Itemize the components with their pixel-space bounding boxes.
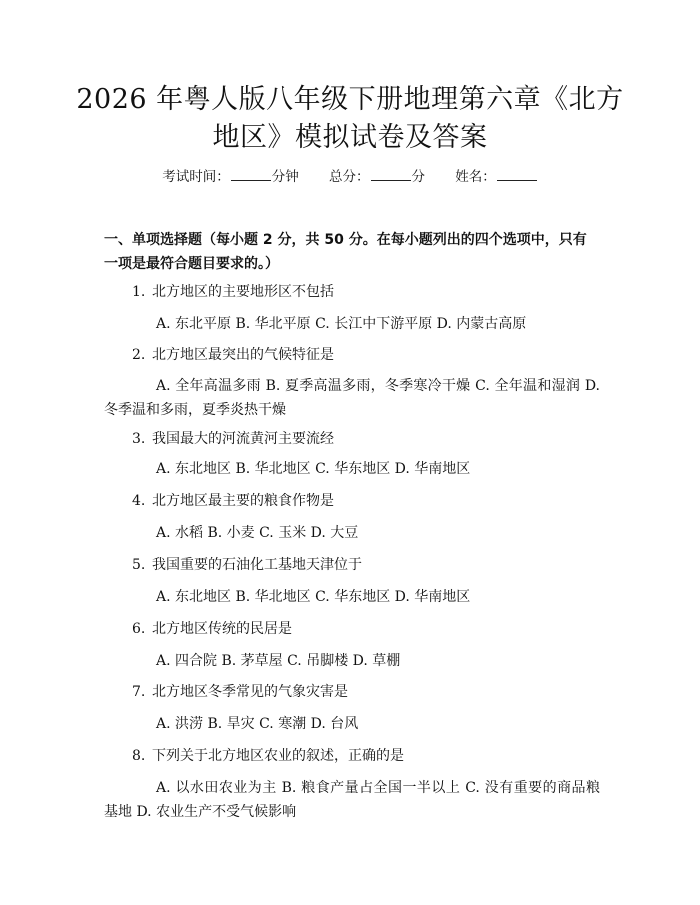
time-label: 考试时间： — [162, 169, 230, 185]
question-stem — [132, 745, 602, 767]
question-options: A. 四合院 B. 茅草屋 C. 吊脚楼 D. 草棚 — [156, 653, 401, 669]
name-field — [455, 167, 538, 187]
name-blank — [497, 167, 537, 181]
exam-meta — [0, 167, 700, 187]
question-number: 4. — [132, 493, 146, 509]
question-stem — [132, 554, 602, 576]
question-text: 北方地区的主要地形区不包括 — [152, 284, 334, 300]
question-stem — [132, 681, 602, 703]
score-blank — [371, 167, 411, 181]
question-stem — [132, 490, 602, 512]
time-unit: 分钟 — [271, 169, 299, 185]
question-text: 北方地区冬季常见的气象灾害是 — [152, 684, 348, 700]
question-options: A. 洪涝 B. 旱灾 C. 寒潮 D. 台风 — [156, 716, 359, 732]
question-options: A. 全年高温多雨 B. 夏季高温多雨，冬季寒冷干燥 C. 全年温和湿润 D. 冬季温和多雨，夏季炎热干燥 — [104, 378, 600, 418]
question-options: A. 以水田农业为主 B. 粮食产量占全国一半以上 C. 没有重要的商品粮基地 D. 农业生产不受气候影响 — [104, 780, 600, 820]
question-number: 6. — [132, 621, 146, 637]
score-field — [329, 167, 425, 187]
question-number: 5. — [132, 557, 146, 573]
time-blank — [231, 167, 271, 181]
section-heading: 一、单项选择题（每小题 2 分，共 50 分。在每小题列出的四个选项中，只有一项是最符合题目要求的。） — [104, 232, 587, 272]
question-text: 北方地区传统的民居是 — [152, 621, 292, 637]
question-text: 北方地区最突出的气候特征是 — [152, 347, 334, 363]
time-field — [162, 167, 299, 187]
question-number: 3. — [132, 431, 146, 447]
question-text: 我国重要的石油化工基地天津位于 — [152, 557, 362, 573]
question-stem — [132, 428, 602, 450]
question-options: A. 东北地区 B. 华北地区 C. 华东地区 D. 华南地区 — [156, 461, 471, 477]
question-options: A. 水稻 B. 小麦 C. 玉米 D. 大豆 — [156, 525, 359, 541]
score-unit: 分 — [411, 169, 425, 185]
question-number: 8. — [132, 748, 146, 764]
question-stem — [132, 618, 602, 640]
name-label: 姓名： — [455, 169, 496, 185]
question-text: 北方地区最主要的粮食作物是 — [152, 493, 334, 509]
question-options: A. 东北地区 B. 华北地区 C. 华东地区 D. 华南地区 — [156, 589, 471, 605]
score-label: 总分： — [329, 169, 370, 185]
question-stem — [132, 281, 602, 303]
exam-title-line-1: 2026 年粤人版八年级下册地理第六章《北方 — [76, 84, 624, 115]
question-text: 我国最大的河流黄河主要流经 — [152, 431, 334, 447]
question-number: 7. — [132, 684, 146, 700]
question-stem — [132, 344, 602, 366]
question-number: 1. — [132, 284, 146, 300]
question-options: A. 东北平原 B. 华北平原 C. 长江中下游平原 D. 内蒙古高原 — [156, 316, 527, 332]
question-number: 2. — [132, 347, 146, 363]
exam-title-line-2: 地区》模拟试卷及答案 — [212, 122, 488, 153]
question-text: 下列关于北方地区农业的叙述，正确的是 — [152, 748, 404, 764]
